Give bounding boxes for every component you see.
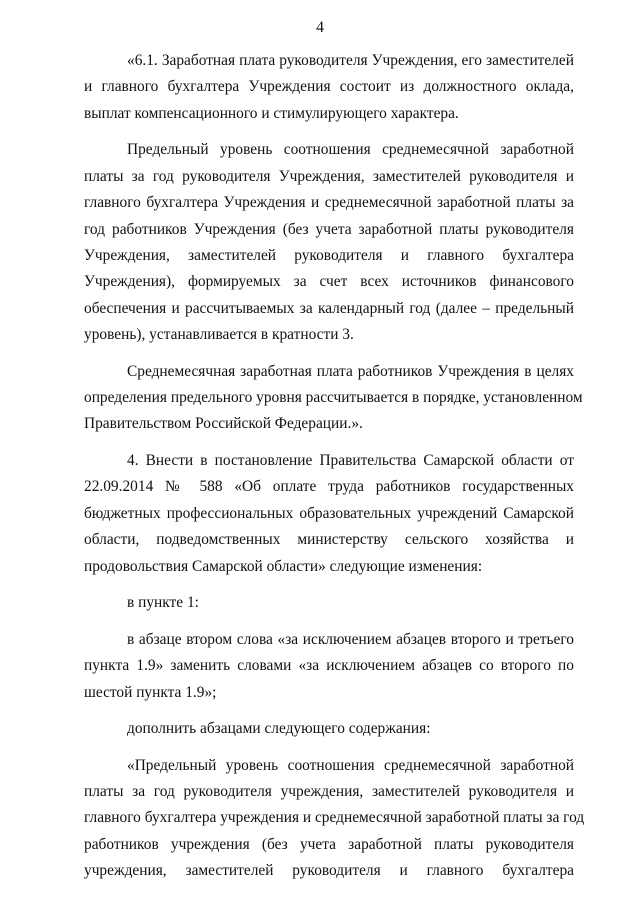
text-line: главного бухгалтера Учреждения и среднемесячной заработной платы за xyxy=(84,194,574,212)
text-line: платы за год руководителя Учреждения, заместителей руководителя и xyxy=(84,167,574,185)
text-line: «6.1. Заработная плата руководителя Учреждения, его заместителей xyxy=(127,52,574,69)
text-line: 22.09.2014 № 588 «Об оплате труда работников государственных xyxy=(84,478,574,496)
text-line: определения предельного уровня рассчитывается в порядке, установленном xyxy=(84,389,583,407)
text-line: продовольствия Самарской области» следующие изменения: xyxy=(84,557,483,575)
text-line: работников учреждения (без учета заработной платы руководителя xyxy=(84,835,574,853)
text-line: Правительством Российской Федерации.». xyxy=(84,415,363,433)
paragraph xyxy=(84,753,585,885)
paragraph xyxy=(84,448,574,580)
text-line: платы за год руководителя учреждения, заместителей руководителя и xyxy=(84,783,574,801)
text-line: уровень), устанавливается в кратности 3. xyxy=(84,326,354,344)
paragraph xyxy=(84,716,574,742)
paragraph xyxy=(84,48,574,127)
text-line: в абзаце втором слова «за исключением абзацев второго и третьего xyxy=(127,630,574,648)
text-line: выплат компенсационного и стимулирующего характера. xyxy=(84,104,459,122)
paragraph xyxy=(84,590,574,616)
text-line: бюджетных профессиональных образовательных учреждений Самарской xyxy=(84,504,574,522)
text-line: дополнить абзацами следующего содержания: xyxy=(127,720,431,738)
text-line: обеспечения и рассчитываемых за календарный год (далее – предельный xyxy=(84,299,574,317)
text-line: Учреждения, заместителей руководителя и главного бухгалтера xyxy=(84,246,574,264)
paragraph xyxy=(84,627,574,706)
text-line: пункта 1.9» заменить словами «за исключением абзацев со второго по xyxy=(84,657,574,675)
page-number: 4 xyxy=(316,19,324,36)
document-body xyxy=(84,48,585,895)
text-line: области, подведомственных министерству сельского хозяйства и xyxy=(84,531,574,549)
text-line: в пункте 1: xyxy=(127,594,199,612)
text-line: шестой пункта 1.9»; xyxy=(84,683,217,701)
text-line: Среднемесячная заработная плата работников Учреждения в целях xyxy=(127,362,574,380)
text-line: 4. Внести в постановление Правительства Самарской области от xyxy=(127,452,574,470)
paragraph xyxy=(84,359,583,438)
text-line: год работников Учреждения (без учета заработной платы руководителя xyxy=(84,220,574,238)
text-line: Предельный уровень соотношения среднемесячной заработной xyxy=(127,141,574,159)
text-line: учреждения, заместителей руководителя и главного бухгалтера xyxy=(84,862,574,880)
paragraph xyxy=(84,137,574,348)
text-line: «Предельный уровень соотношения среднемесячной заработной xyxy=(127,756,574,774)
text-line: главного бухгалтера учреждения и среднемесячной заработной платы за год xyxy=(84,809,585,827)
text-line: Учреждения), формируемых за счет всех источников финансового xyxy=(84,273,574,291)
text-line: и главного бухгалтера Учреждения состоит из должностного оклада, xyxy=(84,78,574,96)
